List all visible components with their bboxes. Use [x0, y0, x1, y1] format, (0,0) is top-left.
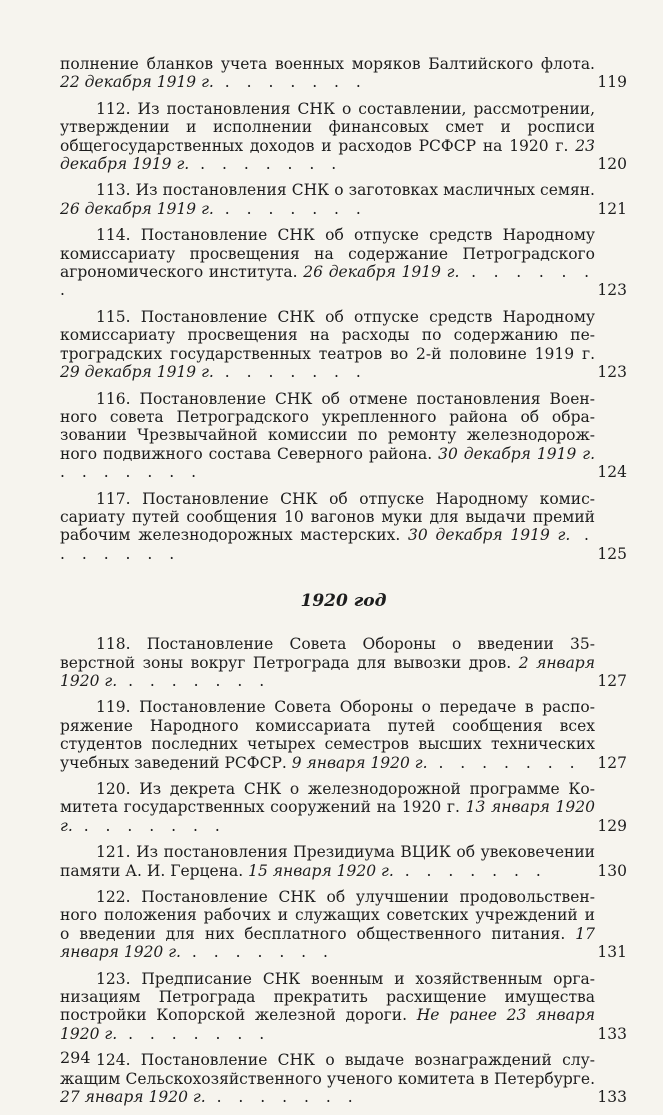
- entry-text-block: [60, 970, 627, 1044]
- entry-text-block: [60, 308, 627, 382]
- toc-entry: [60, 226, 627, 300]
- dot-leader: . . . . . . .: [205, 1088, 359, 1107]
- entry-number: 117.: [96, 489, 131, 508]
- entry-title: полнение бланков учета военных моряков Балтийского флота.: [60, 55, 595, 73]
- entry-date: 22 декабря 1919 г.: [60, 73, 214, 92]
- entry-date: 26 декабря 1919 г.: [60, 199, 214, 218]
- entry-number: 113.: [96, 181, 131, 200]
- entry-text-block: [60, 181, 627, 218]
- dot-leader: . . . . . . .: [189, 155, 343, 174]
- entry-title: Постановление Совета Обороны о передаче в распоряжение Народного комиссариата путей сообщения всех студентов последних четырех семестров высших технических учебных заведений РСФСР.: [60, 698, 596, 772]
- entry-date: 15 января 1920 г.: [248, 861, 394, 880]
- entry-date: 17 января 1920 г.: [60, 924, 595, 962]
- entry-page: 133: [597, 1088, 627, 1107]
- entry-title: Постановление СНК об отмене постановления Военного совета Петроградского укрепленного района об образовании Чрезвычайной комиссии по ремонту железнодорожного подвижного состава Северного района.: [60, 389, 595, 463]
- dot-leader: . . . . . . .: [213, 363, 367, 382]
- entry-title: Постановление СНК об отпуске средств Народному комиссариату просвещения на содержание Петроградского агрономического института.: [60, 226, 595, 282]
- dot-leader: . . . . . . .: [60, 263, 595, 300]
- entry-page: 125: [597, 544, 627, 563]
- entry-page: 127: [597, 671, 627, 690]
- entry-page: 133: [597, 1024, 627, 1043]
- entry-text-block: [60, 490, 627, 564]
- entry-number: 115.: [96, 307, 131, 326]
- entry-number: 123.: [96, 969, 131, 988]
- toc-entry: [60, 100, 627, 174]
- entry-date: 13 января 1920 г.: [60, 798, 595, 835]
- entry-date: 27 января 1920 г.: [60, 1088, 206, 1107]
- entry-text-block: [60, 843, 627, 880]
- section-heading: 1920 год: [300, 591, 387, 612]
- dot-leader: . . . . . . .: [393, 861, 547, 880]
- dot-leader: . . . . . . .: [427, 753, 581, 772]
- contents-page: [60, 55, 627, 1115]
- entry-number: 112.: [96, 99, 131, 118]
- entry-date: Не ранее 23 января 1920 г.: [60, 1006, 595, 1043]
- entry-date: 30 декабря 1919 г.: [408, 526, 571, 545]
- toc-entry: [60, 698, 627, 772]
- entry-number: 122.: [96, 888, 131, 907]
- entry-date: 23 декабря 1919 г.: [60, 136, 595, 174]
- entry-title: Постановление СНК об отпуске Народному комиссариату путей сообщения 10 вагонов муки для выдачи премий рабочим железнодорожных мастерских.: [60, 489, 595, 545]
- toc-entry: [60, 181, 627, 218]
- toc-entry: [60, 308, 627, 382]
- dot-leader: . . . . . . .: [60, 526, 595, 563]
- toc-entry: [60, 55, 627, 92]
- entry-number: 114.: [96, 226, 131, 245]
- entry-page: 127: [597, 753, 627, 772]
- entry-date: 26 декабря 1919 г.: [303, 263, 460, 282]
- dot-leader: . . . . . . .: [180, 943, 334, 962]
- entry-page: 120: [597, 155, 627, 174]
- entry-number: 116.: [96, 389, 131, 408]
- entry-page: 119: [597, 73, 627, 92]
- entry-date: 29 декабря 1919 г.: [60, 363, 214, 382]
- page-number: 294: [60, 1048, 91, 1067]
- entry-title: Постановление СНК о выдаче вознаграждений служащим Сельскохозяйственного ученого комитета в Петербурге.: [60, 1051, 595, 1088]
- toc-entry: [60, 888, 627, 962]
- entry-date: 2 января 1920 г.: [60, 653, 595, 690]
- toc-entry: [60, 780, 627, 835]
- entry-title: Из постановления СНК о заготовках масличных семян.: [135, 181, 595, 200]
- entry-title: Из постановления СНК о составлении, рассмотрении, утверждении и исполнении финансовых смет и росписи общегосударственных доходов и расходов РСФСР на 1920 г.: [60, 99, 595, 155]
- entries-1920: [60, 635, 627, 1106]
- entry-date: 30 декабря 1919 г.: [438, 444, 595, 463]
- entry-page: 123: [597, 281, 627, 300]
- dot-leader: . . . . . . .: [72, 816, 226, 835]
- entry-page: 130: [597, 861, 627, 880]
- dot-leader: . . . . . . .: [213, 73, 367, 92]
- entries-1919: [60, 55, 627, 563]
- entry-title: Предписание СНК военным и хозяйственным организациям Петрограда прекратить расхищение имущества постройки Копорской железной дороги.: [60, 969, 595, 1025]
- entry-title: Постановление СНК об отпуске средств Народному комиссариату просвещения на расходы по содержанию петроградских государственных театров во 2-й половине 1919 г.: [60, 307, 595, 363]
- entry-text-block: [60, 698, 627, 772]
- dot-leader: . . . . . . .: [117, 1024, 271, 1043]
- entry-number: 120.: [96, 780, 131, 798]
- entry-text-block: [60, 100, 627, 174]
- toc-entry: [60, 490, 627, 564]
- entry-text-block: [60, 888, 627, 962]
- dot-leader: . . . . . . .: [60, 463, 203, 482]
- entry-page: 123: [597, 363, 627, 382]
- entry-title: Постановление СНК об улучшении продовольственного положения рабочих и служащих советских учреждений и о введении для них бесплатного общественного питания.: [60, 888, 595, 943]
- entry-number: 118.: [96, 635, 131, 654]
- dot-leader: . . . . . . .: [117, 671, 271, 690]
- toc-entry: [60, 635, 627, 690]
- entry-text-block: [60, 226, 627, 300]
- entry-title: Из декрета СНК о железнодорожной программе Комитета государственных сооружений на 1920 г.: [60, 780, 595, 817]
- entry-title: Постановление Совета Обороны о введении 35-верстной зоны вокруг Петрограда для вывозки дров.: [60, 635, 595, 672]
- entry-page: 129: [597, 816, 627, 835]
- toc-entry: [60, 390, 627, 482]
- dot-leader: . . . . . . .: [213, 199, 367, 218]
- entry-text-block: [60, 390, 627, 482]
- entry-text-block: [60, 780, 627, 835]
- entry-text-block: [60, 635, 627, 690]
- entry-number: 121.: [96, 843, 131, 862]
- entry-number: 119.: [96, 698, 131, 717]
- entry-page: 121: [597, 199, 627, 218]
- toc-entry: [60, 970, 627, 1044]
- entry-text-block: [60, 1051, 627, 1106]
- entry-number: 124.: [96, 1051, 131, 1070]
- toc-entry: [60, 1051, 627, 1106]
- toc-entry: [60, 843, 627, 880]
- entry-page: 131: [597, 943, 627, 962]
- entry-page: 124: [597, 463, 627, 482]
- entry-title: Из постановления Президиума ВЦИК об увековечении памяти А. И. Герцена.: [60, 843, 595, 880]
- entry-date: 9 января 1920 г.: [291, 753, 428, 772]
- entry-text-block: [60, 55, 627, 92]
